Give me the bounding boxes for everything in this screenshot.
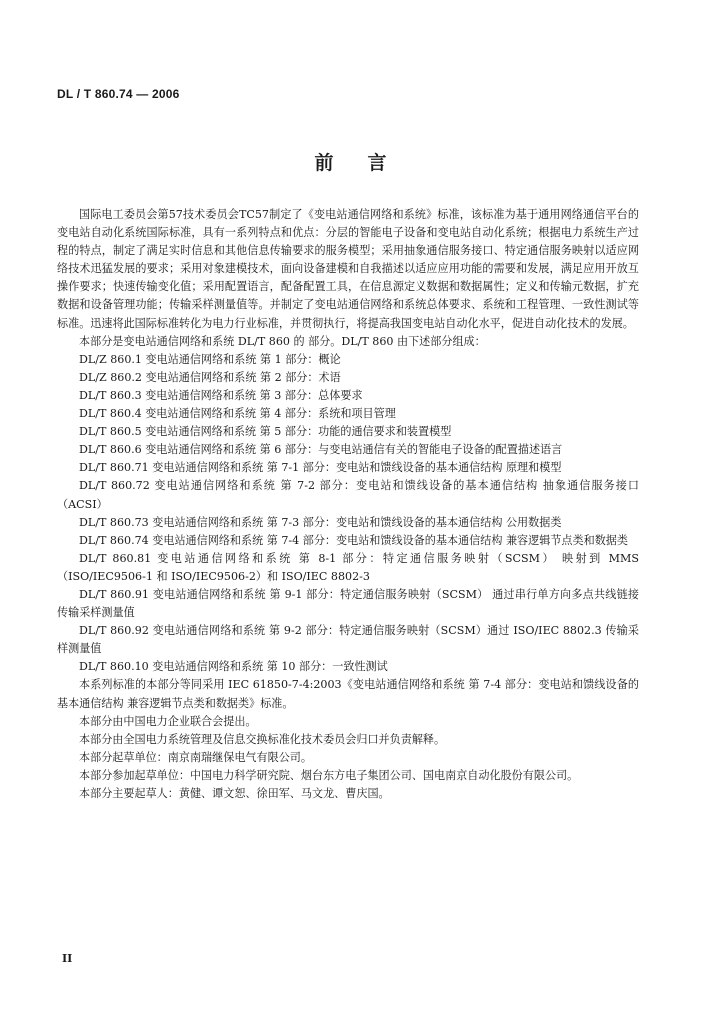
adoption-paragraph: 本系列标准的本部分等同采用 IEC 61850-7-4:2003《变电站通信网络和系统 第 7-4 部分：变电站和馈线设备的基本通信结构 兼容逻辑节点类和数据类》标准。 xyxy=(57,678,639,710)
part-list-item: DL/T 860.74 变电站通信网络和系统 第 7-4 部分：变电站和馈线设备的基本通信结构 兼容逻辑节点类和数据类 xyxy=(79,533,628,547)
parts-intro-paragraph: 本部分是变电站通信网络和系统 DL/T 860 的 部分。DL/T 860 由下述部分组成： xyxy=(79,334,486,348)
part-list-item: DL/T 860.72 变电站通信网络和系统 第 7-2 部分：变电站和馈线设备的基本通信结构 抽象通信服务接口（ACSI） xyxy=(57,479,639,511)
drafting-unit-paragraph: 本部分起草单位：南京南瑞继保电气有限公司。 xyxy=(79,750,312,764)
part-list-item: DL/T 860.92 变电站通信网络和系统 第 9-2 部分：特定通信服务映射（SCSM）通过 ISO/IEC 8802.3 传输采样测量值 xyxy=(57,624,639,656)
part-list-item: DL/T 860.10 变电站通信网络和系统 第 10 部分：一致性测试 xyxy=(79,660,388,674)
proposer-paragraph: 本部分由中国电力企业联合会提出。 xyxy=(79,714,257,728)
page-number: II xyxy=(62,952,73,965)
intro-paragraph: 国际电工委员会第57技术委员会TC57制定了《变电站通信网络和系统》标准，该标准为基于通用网络通信平台的变电站自动化系统国际标准，具有一系列特点和优点：分层的智能电子设备和变电站自动化系统；根据电力系统生产过程的特点，制定了满足实时信息和其他信息传输要求的服务模型；采用抽象通信服务接口、特定通信服务映射以适应网络技术迅猛发展的要求；采用对象建模技术，面向设备建模和自我描述以适应应用功能的需要和发展，满足应用开放互操作要求；快速传输变化值；采用配置语言，配备配置工具，在信息源定义数据和数据属性；定义和传输元数据，扩充数据和设备管理功能；传输采样测量值等。并制定了变电站通信网络和系统总体要求、系统和工程管理、一致性测试等标准。迅速将此国际标准转化为电力行业标准，并贯彻执行，将提高我国变电站自动化水平，促进自动化技术的发展。 xyxy=(57,208,639,330)
participating-units-paragraph: 本部分参加起草单位：中国电力科学研究院、烟台东方电子集团公司、国电南京自动化股份有限公司。 xyxy=(79,768,579,782)
page-title: 前言 xyxy=(314,152,421,174)
part-list-item: DL/T 860.5 变电站通信网络和系统 第 5 部分：功能的通信要求和装置模型 xyxy=(79,425,452,439)
part-list-item: DL/T 860.91 变电站通信网络和系统 第 9-1 部分：特定通信服务映射（SCSM） 通过串行单方向多点共线链接传输采样测量值 xyxy=(57,587,639,620)
authority-paragraph: 本部分由全国电力系统管理及信息交换标准化技术委员会归口并负责解释。 xyxy=(79,732,446,746)
part-list-item: DL/Z 860.1 变电站通信网络和系统 第 1 部分：概论 xyxy=(79,352,341,366)
document-body xyxy=(57,206,639,803)
part-list-item: DL/T 860.4 变电站通信网络和系统 第 4 部分：系统和项目管理 xyxy=(79,407,396,421)
standard-code: DL / T 860.74 — 2006 xyxy=(57,87,180,101)
part-list-item: DL/T 860.3 变电站通信网络和系统 第 3 部分：总体要求 xyxy=(79,388,363,402)
drafters-paragraph: 本部分主要起草人：黄健、谭文恕、徐田军、马文龙、曹庆国。 xyxy=(79,787,390,800)
part-list-item: DL/T 860.81 变电站通信网络和系统 第 8-1 部分：特定通信服务映射（SCSM） 映射到 MMS（ISO/IEC9506-1 和 ISO/IEC9506-2）和 ISO/IEC 8802-3 xyxy=(57,551,639,583)
part-list-item: DL/T 860.6 变电站通信网络和系统 第 6 部分：与变电站通信有关的智能电子设备的配置描述语言 xyxy=(79,443,563,457)
part-list-item: DL/Z 860.2 变电站通信网络和系统 第 2 部分：术语 xyxy=(79,370,341,384)
part-list-item: DL/T 860.73 变电站通信网络和系统 第 7-3 部分：变电站和馈线设备的基本通信结构 公用数据类 xyxy=(79,515,562,529)
part-list-item: DL/T 860.71 变电站通信网络和系统 第 7-1 部分：变电站和馈线设备的基本通信结构 原理和模型 xyxy=(79,461,562,475)
